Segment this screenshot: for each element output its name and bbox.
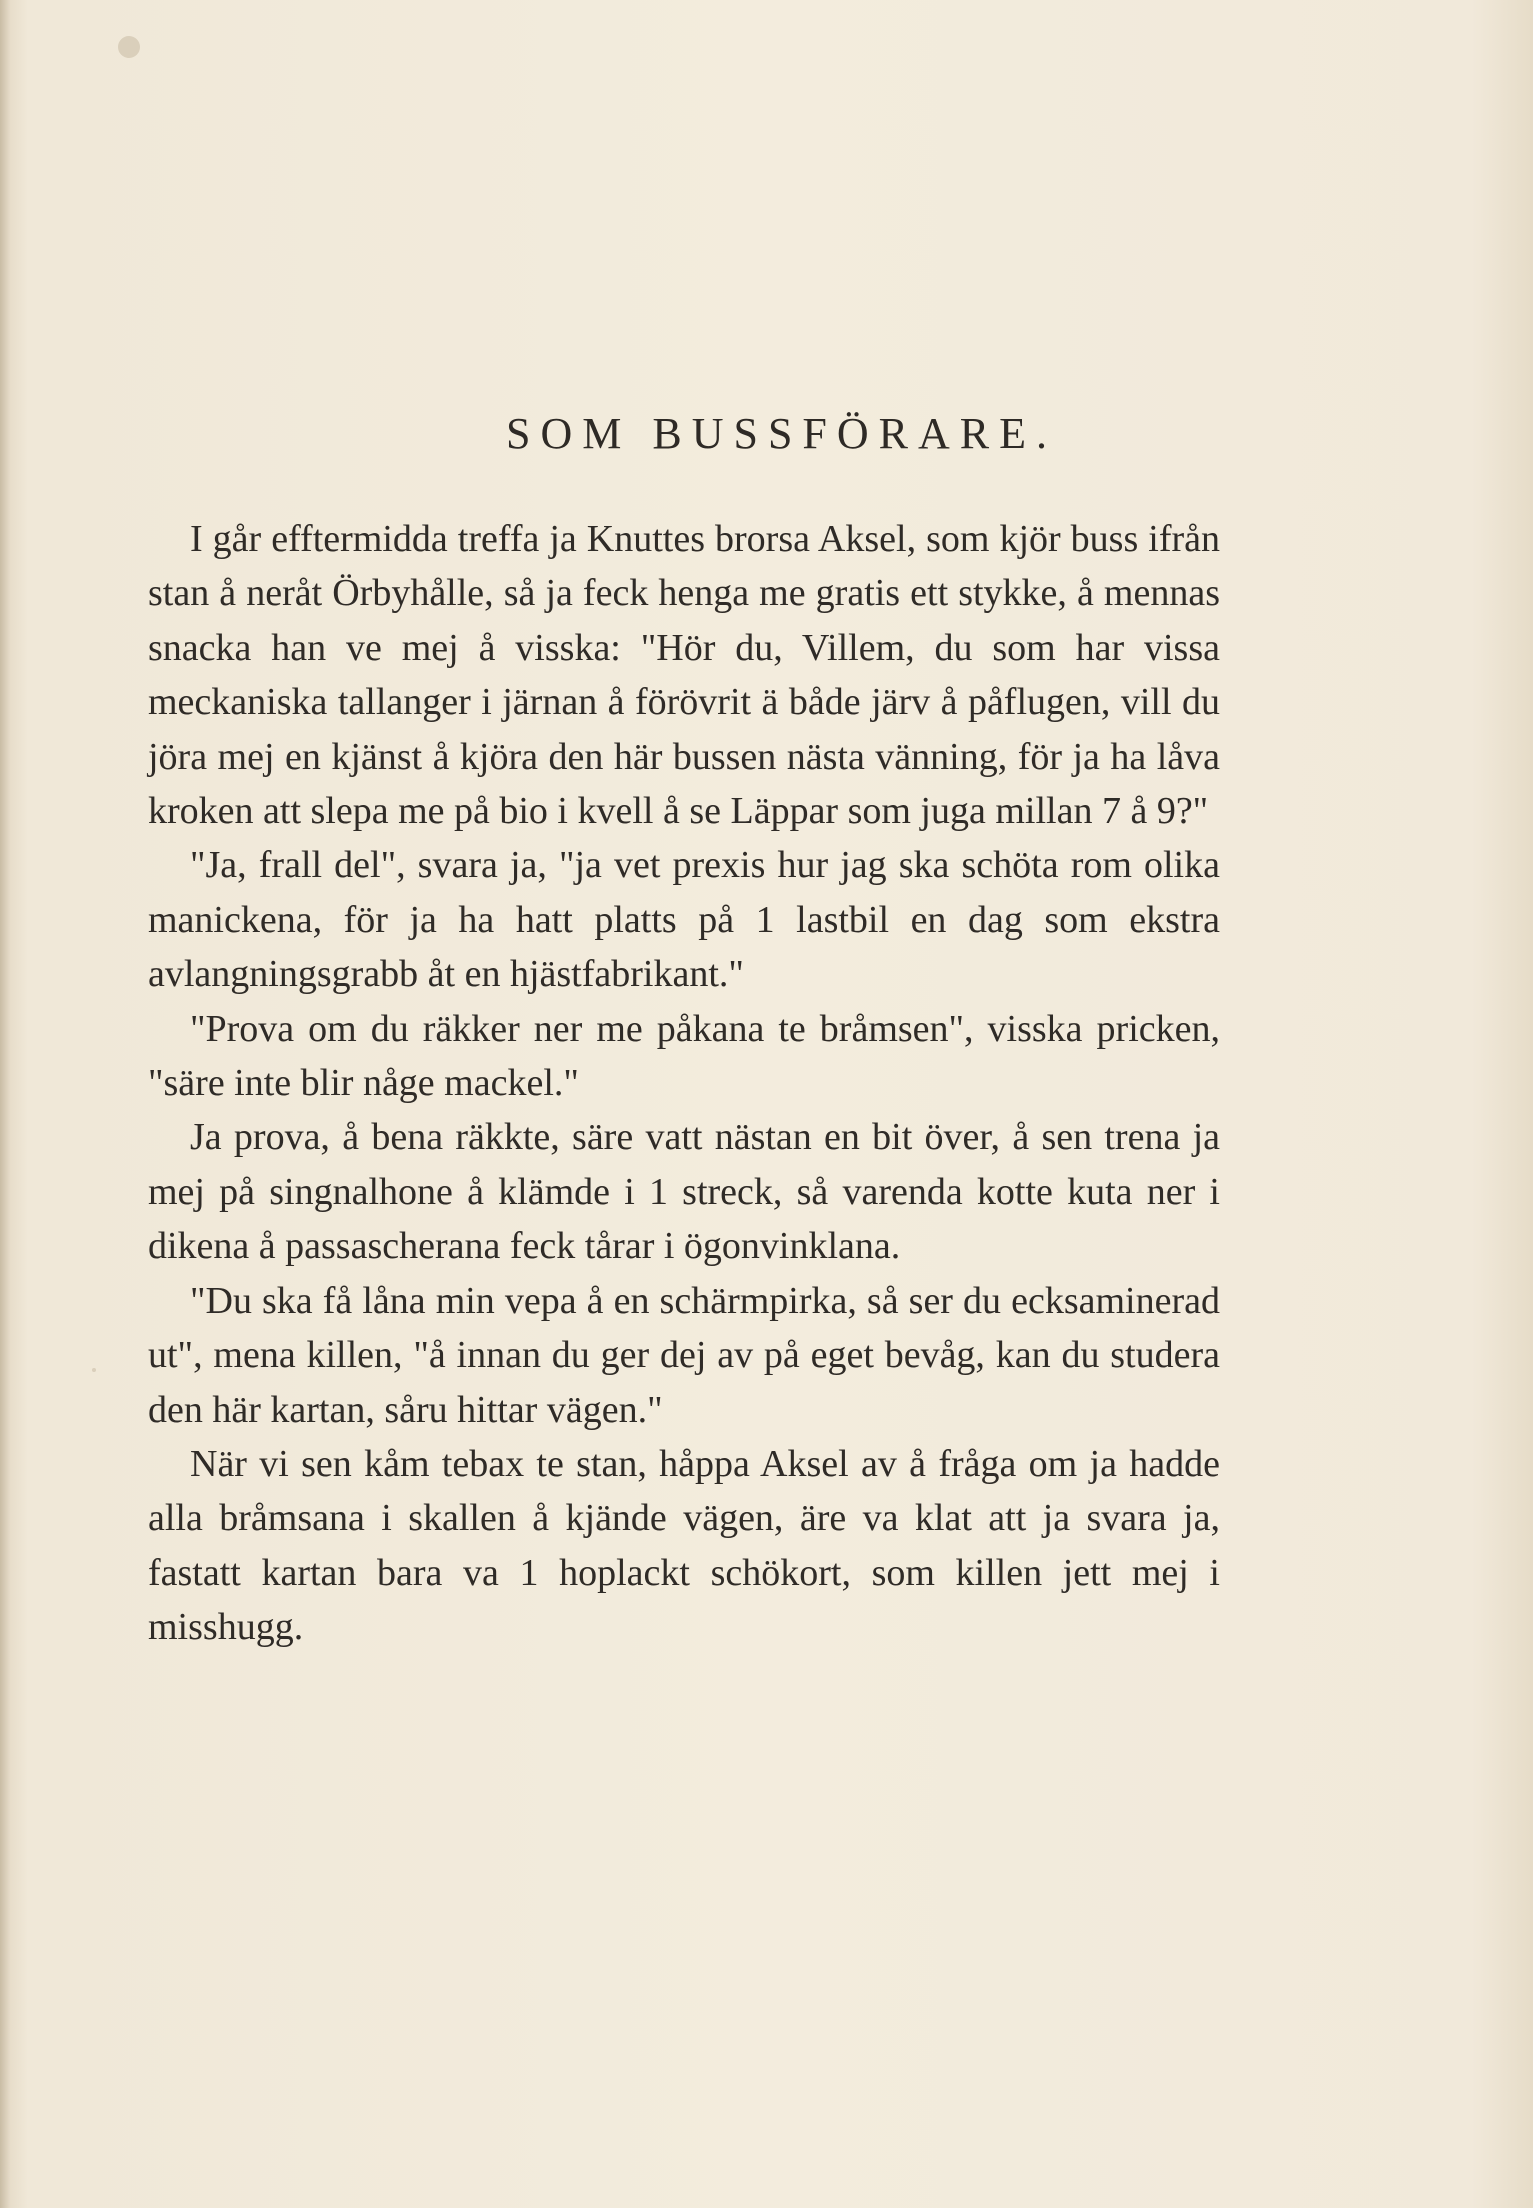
paper-speck [118,36,140,58]
paragraph: Ja prova, å bena räkkte, säre vatt nästan en bit över, å sen trena ja mej på singnalhone å klämde i 1 streck, så varenda kotte kuta ner i dikena å passascherana feck tårar i ögonvinklana. [148,1116,1220,1268]
paragraph: "Prova om du räkker ner me påkana te bråmsen", visska pricken, "säre inte blir någe mackel." [148,1007,1220,1105]
chapter-body [148,512,1220,1655]
paragraph: "Ja, frall del", svara ja, "ja vet prexis hur jag ska schöta rom olika manickena, för ja ha hatt platts på 1 lastbil en dag som ekstra avlangningsgrabb åt en hjästfabrikant." [148,844,1220,996]
paper-speck [92,1368,96,1372]
paragraph: I går efftermidda treffa ja Knuttes brorsa Aksel, som kjör buss ifrån stan å neråt Örbyhålle, så ja feck henga me gratis ett stykke, å mennas snacka han ve mej å visska: "Hör du, Villem, du som har vissa meckaniska tallanger i järnan å förövrit ä både järv å påflugen, vill du jöra mej en kjänst å kjöra den här bussen nästa vänning, för ja ha låva kroken att slepa me på bio i kvell å se Läppar som juga millan 7 å 9?" [148,518,1220,833]
paragraph: När vi sen kåm tebax te stan, håppa Aksel av å fråga om ja hadde alla bråmsana i skallen å kjände vägen, äre va klat att ja svara ja, fastatt kartan bara va 1 hoplackt schökort, som killen jett mej i misshugg. [148,1442,1220,1649]
paragraph: "Du ska få låna min vepa å en schärmpirka, så ser du ecksaminerad ut", mena killen, "å innan du ger dej av på eget bevåg, kan du studera den här kartan, såru hittar vägen." [148,1279,1220,1431]
page-binding-edge [0,0,10,2208]
chapter-title: SOM BUSSFÖRARE. [505,409,1058,458]
